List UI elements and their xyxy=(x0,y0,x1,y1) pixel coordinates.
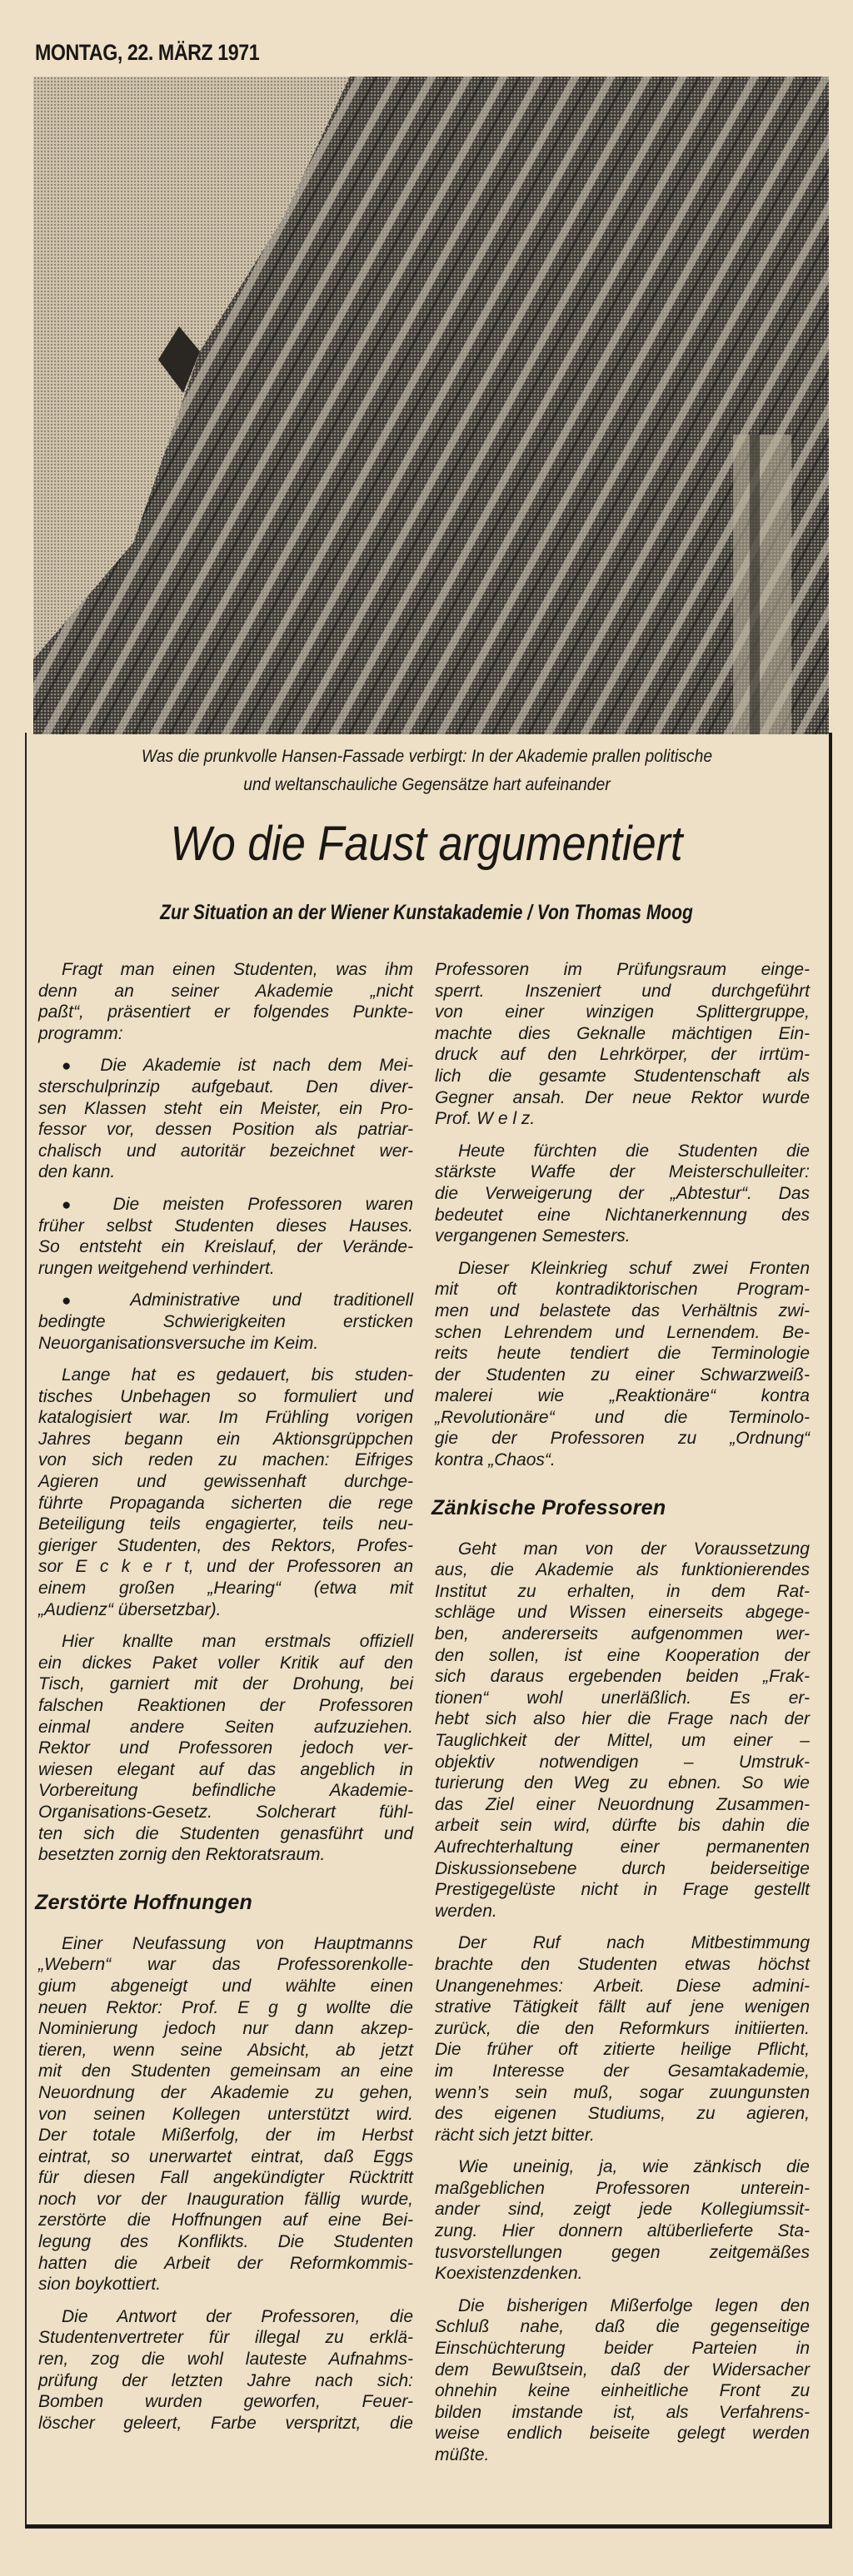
line-text: neuen Rektor: Prof. E g g wollte die xyxy=(38,1997,413,2017)
line-text: men und belastete das Verhältnis zwi- xyxy=(435,1300,810,1320)
text-line xyxy=(435,1624,810,1645)
line-text: mit oft kontradiktorischen Program- xyxy=(435,1280,810,1300)
line-text: tieren, wenn seine Absicht, ab jetzt xyxy=(38,2040,413,2060)
text-line xyxy=(38,1365,413,1386)
line-text: zurück, die den Reformkurs initiierten. xyxy=(435,2018,810,2038)
text-line xyxy=(38,959,413,981)
text-line xyxy=(38,2274,413,2295)
text-line xyxy=(435,1365,810,1386)
line-text: stärkste Waffe der Meisterschulleiter: xyxy=(435,1162,810,1182)
line-text: Agieren und gewissenhaft durchge- xyxy=(38,1472,413,1492)
line-text: ren, zog die wohl lauteste Aufnahms- xyxy=(38,2350,413,2370)
line-text: chalisch und autoritär bezeichnet wer- xyxy=(38,1141,413,1161)
caption-line: Was die prunkvolle Hansen-Fassade verbirgt: In der Akademie prallen politische xyxy=(141,747,713,766)
line-text: der Studenten zu einer Schwarzweiß- xyxy=(435,1365,810,1385)
article-column-right xyxy=(431,959,810,2477)
line-text: Der Ruf nach Mitbestimmung xyxy=(458,1933,810,1953)
text-line xyxy=(38,2253,413,2275)
line-text: Diskussionsebene durch beiderseitige xyxy=(435,1858,810,1878)
line-text: das Ziel einer Neuordnung Zusammen- xyxy=(435,1794,810,1814)
text-line xyxy=(435,1322,810,1344)
line-text: ander sind, zeigt jede Kollegiumssit- xyxy=(435,2200,810,2220)
bullet-point xyxy=(38,1194,413,1279)
line-text: tionen“ wohl unerläßlich. Es er- xyxy=(435,1688,810,1708)
line-text: Prof. W e l z. xyxy=(435,1109,536,1129)
paragraph xyxy=(38,1365,413,1620)
line-text: paßt“, präsentiert er folgendes Punkte- xyxy=(38,1002,413,1022)
text-line xyxy=(38,1023,413,1045)
text-line xyxy=(435,1002,810,1023)
text-line xyxy=(435,1539,810,1560)
line-text: Unangenehmes: Arbeit. Diese admini- xyxy=(435,1976,810,1996)
line-text: hatten die Arbeit der Reformkommis- xyxy=(38,2253,413,2273)
line-text: Neuorganisationsversuche im Keim. xyxy=(38,1333,319,1353)
line-text: malerei wie „Reaktionäre“ kontra xyxy=(435,1386,810,1406)
line-text: tisches Unbehagen so formuliert und xyxy=(38,1386,413,1406)
text-line xyxy=(435,1044,810,1066)
line-text: noch vor der Inauguration fällig wurde, xyxy=(38,2189,413,2209)
line-text: vergangenen Semesters. xyxy=(435,1226,631,1246)
text-line xyxy=(435,1205,810,1226)
line-text: Beteiligung teils engagierter, teils neu- xyxy=(38,1514,413,1534)
line-text: brachte den Studenten etwas höchst xyxy=(435,1954,810,1974)
text-line xyxy=(435,2316,810,2338)
line-text: kontra „Chaos“. xyxy=(435,1450,556,1470)
text-line xyxy=(38,1599,413,1621)
line-text: besetzten zornig den Rektoratsraum. xyxy=(38,1845,326,1865)
text-line xyxy=(38,981,413,1002)
line-text: legung des Konflikts. Die Studenten xyxy=(38,2232,413,2252)
bullet-icon: ● xyxy=(62,1057,101,1076)
text-line xyxy=(38,1386,413,1408)
text-line xyxy=(435,1226,810,1247)
line-text: gium abgeneigt und wählte einen xyxy=(38,1976,413,1996)
text-line xyxy=(435,2082,810,2104)
text-line xyxy=(38,1333,413,1355)
text-line xyxy=(38,2413,413,2434)
text-line xyxy=(38,2391,413,2413)
line-text: hebt sich also hier die Frage nach der xyxy=(435,1709,810,1729)
line-text: rächt sich jetzt bitter. xyxy=(435,2125,595,2145)
text-line xyxy=(38,1055,413,1077)
line-text: Einschüchterung beider Parteien in xyxy=(435,2339,810,2359)
text-line xyxy=(38,1216,413,1237)
line-text: schläge und Wissen einerseits abgege- xyxy=(435,1603,810,1623)
line-text: Die Antwort der Professoren, die xyxy=(62,2306,413,2326)
text-line xyxy=(38,2104,413,2126)
text-line xyxy=(435,1602,810,1624)
line-text: Jahres begann ein Aktionsgrüppchen xyxy=(38,1429,413,1449)
line-text: von einer winzigen Splittergruppe, xyxy=(435,1002,810,1022)
text-line xyxy=(38,1933,413,1955)
line-text: Vorbereitung befindliche Akademie- xyxy=(38,1781,413,1801)
line-text: sor E c k e r t, und der Professoren an xyxy=(38,1557,413,1577)
line-text: ohnehin keine einheitliche Front zu xyxy=(435,2381,810,2401)
paragraph xyxy=(435,2156,810,2285)
line-text: Neuordnung der Akademie zu gehen, xyxy=(38,2082,413,2102)
line-text: Prestigegelüste nicht in Frage gestellt xyxy=(435,1880,810,1900)
paragraph xyxy=(435,1539,810,1922)
line-text: einmal andere Seiten aufzuziehen. xyxy=(38,1717,413,1737)
line-text: gie der Professoren zu „Ordnung“ xyxy=(435,1429,810,1449)
paragraph xyxy=(38,1933,413,2295)
section-heading: Zerstörte Hoffnungen xyxy=(35,1890,253,1914)
text-line xyxy=(435,2423,810,2444)
line-text: aus, die Akademie als funktionierendes xyxy=(435,1560,810,1580)
line-text: bedeutet eine Nichtanerkennung des xyxy=(435,1205,810,1225)
text-line xyxy=(38,2018,413,2040)
paragraph xyxy=(435,1932,810,2146)
line-text: wiesen elegant auf das angeblich in xyxy=(38,1759,413,1779)
text-line xyxy=(38,1673,413,1695)
line-text: von sich reden zu machen: Eifriges xyxy=(38,1450,413,1470)
line-text: Rektor und Professoren jedoch ver- xyxy=(38,1738,413,1758)
text-line xyxy=(435,1794,810,1816)
text-line xyxy=(38,2349,413,2370)
text-line xyxy=(435,1450,810,1471)
text-line xyxy=(38,1429,413,1450)
text-line xyxy=(435,1666,810,1688)
text-line xyxy=(435,2061,810,2082)
text-line xyxy=(435,1161,810,1183)
photo-caption xyxy=(65,743,789,799)
line-text: Aufrechterhaltung einer permanenten xyxy=(435,1837,810,1857)
text-line xyxy=(38,1258,413,1280)
text-line xyxy=(435,2178,810,2200)
text-line xyxy=(38,1161,413,1183)
line-text: sich daraus ergebenden beiden „Frak- xyxy=(435,1667,810,1687)
line-text: Die meisten Professoren waren xyxy=(112,1194,413,1214)
line-text: Tisch, garniert mit der Drohung, bei xyxy=(38,1674,413,1694)
text-line xyxy=(435,1428,810,1450)
line-text: Professoren im Prüfungsraum einge- xyxy=(435,960,810,979)
text-line xyxy=(435,1108,810,1130)
text-line xyxy=(435,2402,810,2424)
text-line xyxy=(435,1730,810,1752)
section-heading: Zänkische Professoren xyxy=(431,1495,666,1519)
text-line xyxy=(435,1023,810,1045)
text-line xyxy=(38,2231,413,2253)
paragraph xyxy=(435,959,810,1130)
text-line xyxy=(38,1780,413,1802)
line-text: im Interesse der Gesamtakademie, xyxy=(435,2061,810,2081)
text-line xyxy=(435,1773,810,1794)
line-text: Nominierung jedoch nur dann akzep- xyxy=(38,2019,413,2039)
text-line xyxy=(435,1837,810,1858)
text-line xyxy=(435,1141,810,1162)
line-text: gieriger Studenten, des Rektors, Profes- xyxy=(38,1535,413,1555)
text-line xyxy=(435,1901,810,1922)
text-line xyxy=(38,2167,413,2189)
line-text: rungen weitgehend verhindert. xyxy=(38,1258,275,1278)
line-text: „Audienz“ übersetzbar). xyxy=(38,1599,222,1619)
text-line xyxy=(38,1695,413,1717)
line-text: turierung den Weg zu ebnen. So wie xyxy=(435,1773,810,1793)
line-text: „Revolutionäre“ und die Terminolo- xyxy=(435,1407,810,1427)
text-line xyxy=(38,1717,413,1738)
text-line xyxy=(435,1279,810,1300)
text-line xyxy=(435,1997,810,2018)
line-text: sion boykottiert. xyxy=(38,2275,162,2295)
text-line xyxy=(435,2039,810,2061)
article-subtitle-byline: Zur Situation an der Wiener Kunstakademie / Von Thomas Moog xyxy=(160,901,693,924)
text-line xyxy=(38,1098,413,1120)
line-text: Die früher oft zitierte heilige Pflicht, xyxy=(435,2040,810,2060)
line-text: des eigenen Studiums, zu agieren, xyxy=(435,2104,810,2124)
text-line xyxy=(38,2125,413,2146)
line-text: sen Klassen steht ein Meister, ein Pro- xyxy=(38,1098,413,1118)
text-line xyxy=(38,1759,413,1781)
paragraph xyxy=(38,2306,413,2434)
text-line xyxy=(435,1879,810,1901)
text-line xyxy=(38,1514,413,1535)
text-line xyxy=(38,2327,413,2349)
line-text: schen Lehrendem und Lernendem. Be- xyxy=(435,1322,810,1342)
text-line xyxy=(435,1300,810,1322)
line-text: weise endlich beiseite gelegt werden xyxy=(435,2424,810,2444)
caption-line: und weltanschauliche Gegensätze hart aufeinander xyxy=(243,775,611,794)
paragraph xyxy=(435,2295,810,2466)
text-line xyxy=(435,2103,810,2125)
text-line xyxy=(435,1932,810,1954)
paragraph xyxy=(435,1141,810,1247)
text-line xyxy=(38,2189,413,2210)
text-line xyxy=(435,1581,810,1603)
paragraph xyxy=(435,1258,810,1471)
line-text: eintrat, so unerwartet eintrat, daß Eggs xyxy=(38,2146,413,2166)
text-line xyxy=(435,2444,810,2466)
line-text: fessor vor, dessen Position als patriar- xyxy=(38,1120,413,1140)
line-text: Wie uneinig, ja, wie zänkisch die xyxy=(458,2157,810,2177)
text-line xyxy=(38,1556,413,1578)
text-line xyxy=(435,2220,810,2242)
line-text: einem großen „Hearing“ (etwa mit xyxy=(38,1579,413,1599)
text-line xyxy=(38,1002,413,1023)
line-text: löscher geleert, Farbe verspritzt, die xyxy=(38,2413,413,2433)
text-line xyxy=(435,2263,810,2285)
line-text: strative Tätigkeit fällt auf jene wenigen xyxy=(435,1997,810,2017)
article-headline: Wo die Faust argumentiert xyxy=(170,817,683,871)
text-line xyxy=(435,1343,810,1365)
text-line xyxy=(38,2040,413,2061)
text-line xyxy=(435,1815,810,1837)
text-line xyxy=(435,1087,810,1109)
text-line xyxy=(435,2018,810,2040)
text-line xyxy=(38,2061,413,2082)
line-text: werden. xyxy=(435,1901,497,1921)
line-text: von seinen Kollegen unterstützt wird. xyxy=(38,2104,413,2124)
text-line xyxy=(435,1752,810,1773)
line-text: früher selbst Studenten dieses Hauses. xyxy=(38,1216,413,1236)
text-line xyxy=(435,1183,810,1205)
text-line xyxy=(38,1535,413,1557)
text-line xyxy=(38,1493,413,1514)
line-text: „Webern“ war das Professorenkolle- xyxy=(38,1955,413,1975)
line-text: Die bisherigen Mißerfolge legen den xyxy=(458,2295,810,2315)
text-line xyxy=(435,2295,810,2317)
text-line xyxy=(38,1311,413,1333)
line-text: die Verweigerung der „Abtestur“. Das xyxy=(435,1183,810,1203)
line-text: programm: xyxy=(38,1023,123,1043)
text-line xyxy=(435,981,810,1002)
text-line xyxy=(38,1631,413,1653)
line-text: Institut zu erhalten, in dem Rat- xyxy=(435,1581,810,1601)
line-text: objektiv notwendigen – Umstruk- xyxy=(435,1752,810,1772)
line-text: Koexistenzdenken. xyxy=(435,2264,583,2284)
line-text: dem Bewußtsein, daß der Widersacher xyxy=(435,2360,810,2380)
line-text: ten sich die Studenten genasführt und xyxy=(38,1823,413,1843)
line-text: Geht man von der Voraussetzung xyxy=(458,1539,810,1559)
text-line xyxy=(38,1407,413,1429)
text-line xyxy=(38,1141,413,1162)
text-line xyxy=(435,2199,810,2220)
bullet-icon: ● xyxy=(62,1292,131,1310)
line-text: maßgeblichen Professoren unterein- xyxy=(435,2178,810,2198)
text-line xyxy=(435,1258,810,1280)
article-column-left xyxy=(35,959,413,2444)
line-text: bilden imstande ist, als Verfahrens- xyxy=(435,2402,810,2422)
academy-facade-photo xyxy=(33,77,829,734)
line-text: ein dickes Paket voller Kritik auf den xyxy=(38,1653,413,1673)
line-text: sperrt. Inszeniert und durchgeführt xyxy=(435,981,810,1001)
line-text: Die Akademie ist nach dem Mei- xyxy=(100,1056,413,1076)
text-line xyxy=(38,1578,413,1599)
text-line xyxy=(435,1708,810,1730)
line-text: falschen Reaktionen der Professoren xyxy=(38,1696,413,1715)
line-text: arbeit sein wird, dürfte bis dahin die xyxy=(435,1816,810,1836)
text-line xyxy=(435,1385,810,1407)
line-text: katalogisiert war. Im Frühling vorigen xyxy=(38,1408,413,1428)
line-text: Dieser Kleinkrieg schuf zwei Fronten xyxy=(458,1258,810,1278)
line-text: Einer Neufassung von Hauptmanns xyxy=(62,1933,413,1953)
line-text: Lange hat es gedauert, bis studen- xyxy=(62,1365,413,1385)
bullet-icon: ● xyxy=(62,1196,113,1214)
text-line xyxy=(435,2380,810,2402)
line-text: ben, andererseits aufgenommen wer- xyxy=(435,1624,810,1644)
text-line xyxy=(38,1954,413,1976)
line-text: Gegner ansah. Der neue Rektor wurde xyxy=(435,1087,810,1107)
line-text: wenn’s sein muß, sogar zuungunsten xyxy=(435,2082,810,2102)
text-line xyxy=(38,2370,413,2392)
text-line xyxy=(435,2338,810,2360)
text-line xyxy=(38,2082,413,2104)
text-line xyxy=(38,1290,413,1311)
text-line xyxy=(435,959,810,981)
text-line xyxy=(435,2156,810,2178)
line-text: lich die gesamte Studentenschaft als xyxy=(435,1066,810,1086)
text-line xyxy=(38,2146,413,2168)
line-text: reits heute tendiert die Terminologie xyxy=(435,1344,810,1364)
text-line xyxy=(38,1450,413,1471)
line-text: Der totale Mißerfolg, der im Herbst xyxy=(38,2126,413,2146)
paragraph xyxy=(38,1631,413,1866)
text-line xyxy=(38,1471,413,1493)
line-text: für diesen Fall angekündigter Rücktritt xyxy=(38,2168,413,2188)
line-text: bedingte Schwierigkeiten ersticken xyxy=(38,1311,413,1331)
line-text: zerstörte die Hoffnungen auf eine Bei- xyxy=(38,2210,413,2230)
line-text: Bomben wurden geworfen, Feuer- xyxy=(38,2392,413,2412)
line-text: druck auf den Lehrkörper, der irrtüm- xyxy=(435,1045,810,1065)
line-text: den kann. xyxy=(38,1162,116,1182)
text-line xyxy=(435,1559,810,1581)
line-text: machte dies Geknalle mächtigen Ein- xyxy=(435,1023,810,1043)
text-line xyxy=(435,1954,810,1976)
text-line xyxy=(38,1653,413,1674)
text-line xyxy=(38,1119,413,1141)
paragraph xyxy=(38,959,413,1044)
text-line xyxy=(435,1858,810,1880)
text-line xyxy=(38,1802,413,1823)
line-text: führte Propaganda sicherten die rege xyxy=(38,1493,413,1513)
dateline: MONTAG, 22. MÄRZ 1971 xyxy=(35,40,260,65)
text-line xyxy=(435,2360,810,2381)
text-line xyxy=(38,1194,413,1216)
text-line xyxy=(38,2306,413,2328)
text-line xyxy=(435,1407,810,1429)
text-line xyxy=(435,1066,810,1087)
line-text: Heute fürchten die Studenten die xyxy=(458,1141,810,1161)
text-line xyxy=(435,1976,810,1997)
line-text: zung. Hier donnern altüberlieferte Sta- xyxy=(435,2221,810,2241)
text-line xyxy=(435,2125,810,2146)
line-text: Administrative und traditionell xyxy=(130,1290,413,1310)
line-text: denn an seiner Akademie „nicht xyxy=(38,981,413,1001)
line-text: Schluß nahe, daß die gegenseitige xyxy=(435,2317,810,2337)
line-text: sterschulprinzip aufgebaut. Den diver- xyxy=(38,1077,413,1097)
bullet-point xyxy=(38,1290,413,1354)
text-line xyxy=(38,1997,413,2019)
line-text: Tauglichkeit der Mittel, um einer – xyxy=(435,1731,810,1750)
text-line xyxy=(38,1077,413,1098)
line-text: Fragt man einen Studenten, was ihm xyxy=(62,960,413,979)
line-text: prüfung der letzten Jahre nach sich: xyxy=(38,2370,413,2390)
bullet-point xyxy=(38,1055,413,1183)
line-text: Studentenvertreter für illegal zu erklä- xyxy=(38,2328,413,2348)
text-line xyxy=(435,1645,810,1667)
line-text: Organisations-Gesetz. Solcherart fühl- xyxy=(38,1802,413,1822)
line-text: Hier knallte man erstmals offiziell xyxy=(62,1632,413,1652)
line-text: So entsteht ein Kreislauf, der Verände- xyxy=(38,1237,413,1257)
text-line xyxy=(38,2210,413,2231)
text-line xyxy=(38,1738,413,1759)
text-line xyxy=(38,1844,413,1866)
text-line xyxy=(435,2242,810,2264)
text-line xyxy=(38,1236,413,1258)
text-line xyxy=(435,1688,810,1709)
line-text: mit den Studenten gemeinsam an eine xyxy=(38,2061,413,2081)
text-line xyxy=(38,1823,413,1845)
text-line xyxy=(38,1976,413,1997)
line-text: den sollen, ist eine Kooperation der xyxy=(435,1645,810,1665)
line-text: müßte. xyxy=(435,2445,490,2464)
line-text: tusvorstellungen gegen zeitgemäßes xyxy=(435,2242,810,2262)
